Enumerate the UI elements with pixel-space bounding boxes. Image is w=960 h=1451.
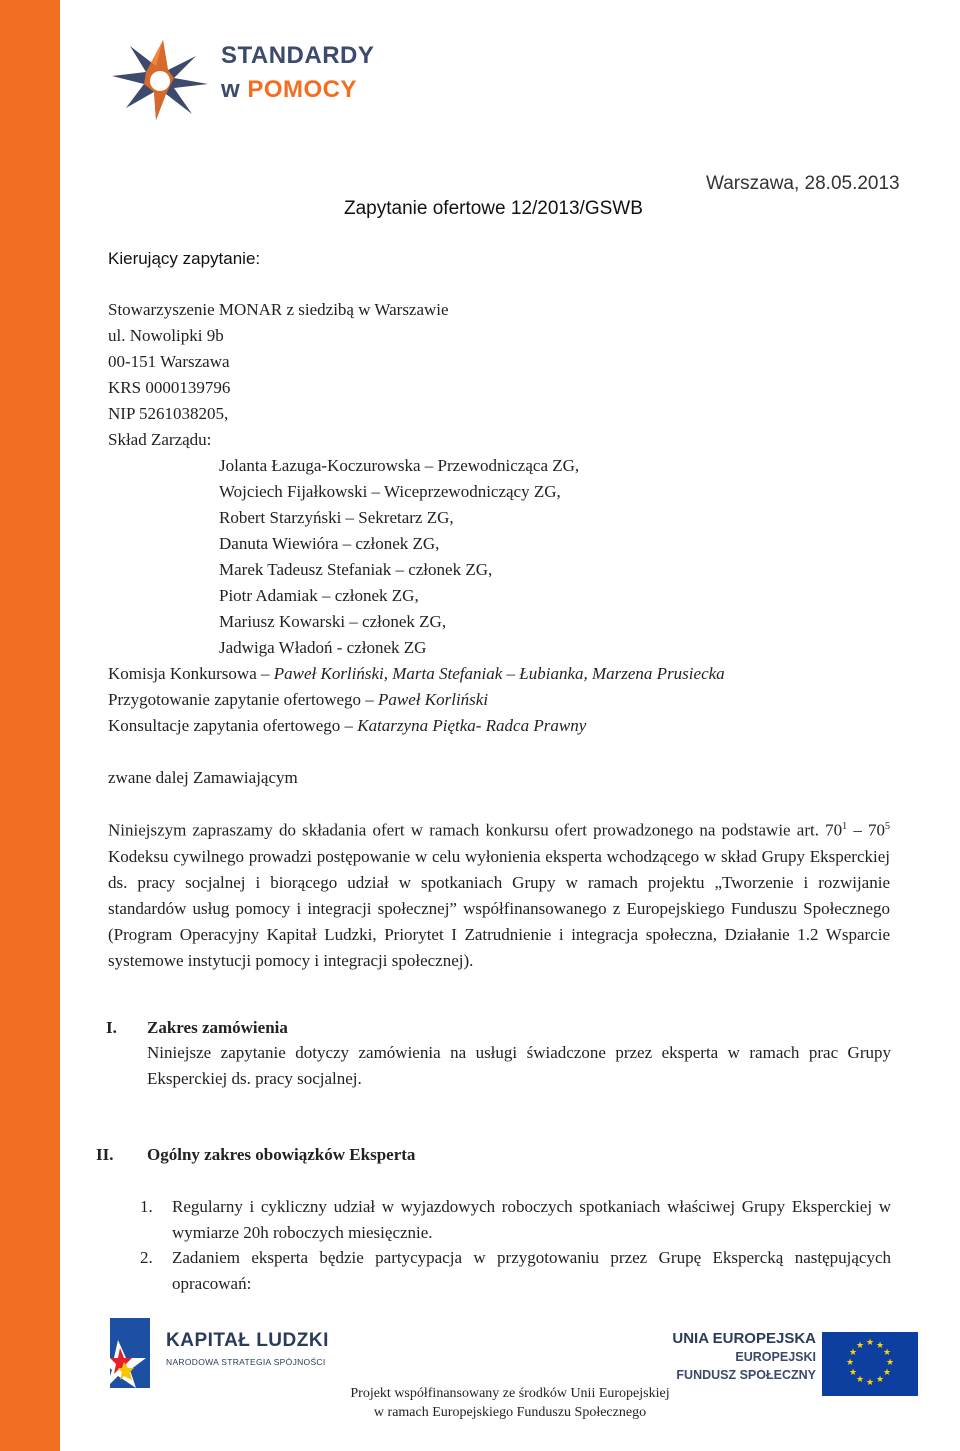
org-line: Stowarzyszenie MONAR z siedzibą w Warszawie — [108, 300, 449, 319]
board-member: Marek Tadeusz Stefaniak – członek ZG, — [219, 560, 493, 579]
commission-line: Komisja Konkursowa – Paweł Korliński, Marta Stefaniak – Łubianka, Marzena Prusiecka — [108, 664, 725, 683]
svg-text:★: ★ — [885, 1358, 895, 1368]
org-line: 00-151 Warszawa — [108, 352, 230, 371]
logo-text-w-pomocy: w POMOCY — [221, 76, 358, 103]
svg-text:★: ★ — [875, 1375, 885, 1385]
kapital-ludzki-subtitle: NARODOWA STRATEGIA SPÓJNOŚCI — [166, 1357, 326, 1367]
board-member: Jadwiga Władoń - członek ZG — [219, 638, 427, 657]
board-member: Jolanta Łazuga-Koczurowska – Przewodnicząca ZG, — [219, 456, 580, 475]
preparation-line: Przygotowanie zapytanie ofertowego – Paweł Korliński — [108, 690, 489, 709]
board-member: Mariusz Kowarski – członek ZG, — [219, 612, 447, 631]
board-member: Wojciech Fijałkowski – Wiceprzewodniczący ZG, — [219, 482, 561, 501]
list-item-number: 1. — [140, 1197, 153, 1216]
standardy-w-pomocy-logo — [108, 36, 388, 122]
svg-text:★: ★ — [882, 1368, 892, 1378]
star-logo-icon — [108, 36, 218, 122]
called-line: zwane dalej Zamawiającym — [108, 768, 298, 787]
svg-text:★: ★ — [875, 1341, 885, 1351]
svg-text:★: ★ — [845, 1358, 855, 1368]
svg-text:★: ★ — [855, 1375, 865, 1385]
svg-text:★: ★ — [855, 1341, 865, 1351]
svg-text:★: ★ — [848, 1368, 858, 1378]
board-member: Piotr Adamiak – członek ZG, — [219, 586, 419, 605]
svg-text:★: ★ — [848, 1348, 858, 1358]
eu-title: UNIA EUROPEJSKA — [672, 1330, 816, 1347]
list-item: Zadaniem eksperta będzie partycypacja w przygotowaniu przez Grupę Ekspercką następujących opracowań: — [172, 1248, 891, 1293]
org-line: KRS 0000139796 — [108, 378, 231, 397]
svg-text:★: ★ — [865, 1338, 875, 1348]
footer-line-1: Projekt współfinansowany ze środków Unii Europejskiej — [350, 1386, 670, 1401]
list-item-number: 2. — [140, 1248, 153, 1267]
kapital-ludzki-title: KAPITAŁ LUDZKI — [166, 1330, 329, 1351]
section-title: Zakres zamówienia — [147, 1018, 288, 1037]
org-line: ul. Nowolipki 9b — [108, 326, 224, 345]
section-body: Niniejsze zapytanie dotyczy zamówienia na usługi świadczone przez eksperta w ramach prac Grupy Eksperckiej ds. pracy socjalnej. — [147, 1043, 891, 1088]
board-member: Danuta Wiewióra – członek ZG, — [219, 534, 440, 553]
eu-line3: FUNDUSZ SPOŁECZNY — [676, 1368, 816, 1382]
intro-paragraph: Niniejszym zapraszamy do składania ofert w ramach konkursu ofert prowadzonego na podstawie art. $70^1 - 70^5$ Kodeksu cywilnego prowadzi postępowanie w celu wyłonienia eksperta wchodzącego w skład Grupy Eksperckiej ds. pracy socjalnej i biorącego udział w spotkaniach Grupy w ramach projektu „Tworzenie i rozwijanie standardów usług pomocy i integracji społecznej” współfinansowanego z Europejskiego Funduszu Społecznego (Program Operacyjny Kapitał Ludzki, Priorytet I Zatrudnienie i integracja społeczna, Działanie 1.2 Wsparcie systemowe instytucji pomocy i integracji społecznej). — [108, 820, 891, 970]
org-line: NIP 5261038205, — [108, 404, 229, 423]
section-number: II. — [96, 1145, 114, 1164]
list-item: Regularny i cykliczny udział w wyjazdowych roboczych spotkaniach właściwej Grupy Eksperckiej w wymiarze 20h roboczych miesięcznie. — [172, 1197, 891, 1242]
orange-sidebar-stripe — [0, 0, 60, 1451]
sender-label: Kierujący zapytanie: — [108, 249, 261, 268]
section-number: I. — [106, 1018, 117, 1037]
document-title: Zapytanie ofertowe 12/2013/GSWB — [344, 198, 643, 219]
logo-text-standardy: STANDARDY — [221, 42, 375, 69]
svg-text:★: ★ — [865, 1378, 875, 1388]
org-line: Skład Zarządu: — [108, 430, 212, 449]
eu-line2: EUROPEJSKI — [735, 1350, 816, 1364]
section-title: Ogólny zakres obowiązków Eksperta — [147, 1145, 416, 1164]
kapital-ludzki-logo — [110, 1318, 330, 1390]
svg-text:★: ★ — [882, 1348, 892, 1358]
document-date: Warszawa, 28.05.2013 — [706, 173, 900, 194]
consultation-line: Konsultacje zapytania ofertowego – Katarzyna Piętka- Radca Prawny — [108, 716, 587, 735]
board-member: Robert Starzyński – Sekretarz ZG, — [219, 508, 454, 527]
kapital-ludzki-emblem-icon — [110, 1318, 162, 1390]
footer-line-2: w ramach Europejskiego Funduszu Społecznego — [373, 1405, 647, 1420]
